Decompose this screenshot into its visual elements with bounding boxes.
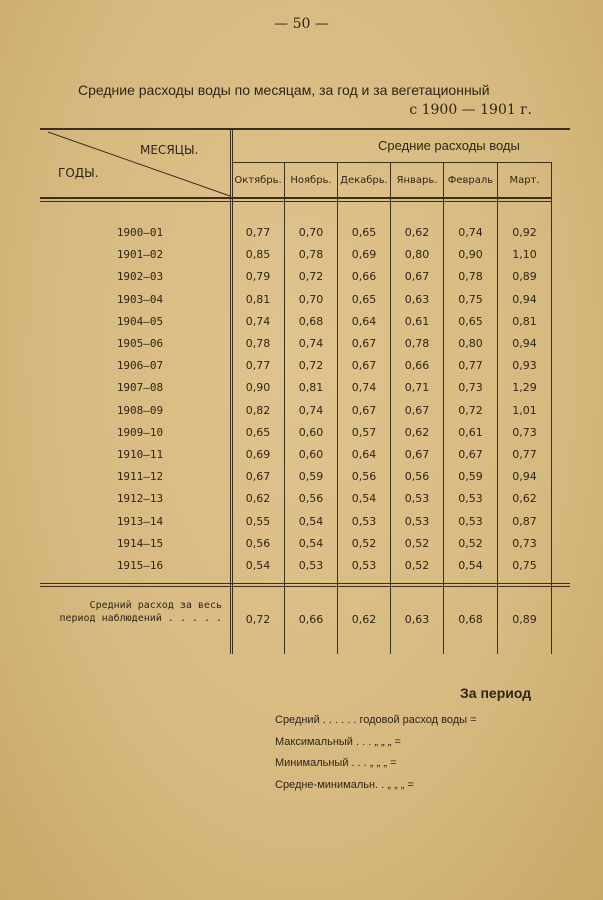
column-divider	[551, 163, 552, 654]
table-cell: 0,60	[298, 448, 324, 461]
table-cell: 0,56	[351, 470, 377, 484]
table-cell: 0,74	[351, 381, 377, 395]
month-header-feb: Февраль	[447, 175, 494, 186]
table-cell: 0,77	[458, 359, 483, 373]
table-cell: 0,85	[245, 248, 271, 262]
table-cell: 0,69	[351, 248, 377, 262]
table-cell: 0,93	[512, 359, 537, 373]
month-header-oct: Октябрь.	[234, 175, 282, 186]
row-year: 1912—13	[116, 492, 164, 506]
table-cell: 0,64	[351, 314, 377, 328]
table-cell: 0,53	[458, 492, 483, 506]
table-cell: 0,52	[404, 536, 430, 550]
table-cell: 0,62	[512, 492, 537, 506]
table-cell: 0,54	[351, 492, 377, 506]
table-cell: 0,52	[404, 559, 430, 572]
table-cell: 0,89	[512, 270, 537, 284]
row-year: 1915—16	[116, 559, 164, 572]
table-cell: 0,53	[351, 514, 377, 528]
table-cell: 0,72	[298, 359, 324, 373]
table-cell: 0,55	[245, 514, 271, 528]
average-value: 0,63	[404, 613, 430, 626]
body-bottom-rule-2	[40, 586, 570, 587]
row-year: 1913—14	[116, 514, 164, 528]
table-cell: 0,74	[298, 403, 324, 417]
row-year: 1908—09	[116, 403, 164, 417]
row-year: 1905—06	[116, 337, 164, 350]
row-year: 1914—15	[116, 536, 164, 550]
table-cell: 1,10	[512, 248, 537, 262]
month-header-dec: Декабрь.	[340, 175, 388, 186]
table-cell: 0,94	[512, 337, 537, 350]
table-cell: 0,90	[245, 381, 271, 395]
body-bottom-rule	[40, 583, 570, 584]
row-year: 1903—04	[116, 292, 164, 306]
table-cell: 0,53	[404, 492, 430, 506]
average-value: 0,68	[458, 613, 483, 626]
table-cell: 0,74	[458, 226, 483, 239]
row-year: 1911—12	[116, 470, 164, 484]
table-cell: 0,90	[458, 248, 483, 262]
table-cell: 0,65	[458, 314, 483, 328]
table-cell: 0,65	[351, 292, 377, 306]
table-cell: 0,53	[298, 559, 324, 572]
table-cell: 0,53	[351, 559, 377, 572]
years-label: ГОДЫ.	[58, 166, 99, 180]
table-cell: 0,81	[298, 381, 324, 395]
table-cell: 0,67	[404, 403, 430, 417]
table-cell: 0,65	[245, 425, 271, 439]
summary-line-average: Средний . . . . . . годовой расход воды =	[275, 714, 477, 726]
table-cell: 0,73	[458, 381, 483, 395]
row-year: 1907—08	[116, 381, 164, 395]
table-cell: 0,65	[351, 226, 377, 239]
average-value: 0,66	[298, 613, 324, 626]
row-year: 1900—01	[116, 226, 164, 239]
table-cell: 1,01	[512, 403, 537, 417]
month-header-mar: Март.	[509, 175, 540, 186]
table-cell: 0,57	[351, 425, 377, 439]
table-cell: 0,81	[512, 314, 537, 328]
month-header-jan: Январь.	[396, 175, 438, 186]
average-value: 0,62	[351, 613, 377, 626]
table-cell: 0,64	[351, 448, 377, 461]
row-year: 1904—05	[116, 314, 164, 328]
table-cell: 0,94	[512, 470, 537, 484]
table-cell: 0,67	[404, 270, 430, 284]
table-cell: 0,63	[404, 292, 430, 306]
average-label-line-2: период наблюдений . . . . .	[59, 613, 222, 624]
table-cell: 0,59	[458, 470, 483, 484]
table-cell: 0,69	[245, 448, 271, 461]
table-cell: 0,56	[404, 470, 430, 484]
table-title	[78, 80, 538, 120]
table-cell: 0,53	[404, 514, 430, 528]
table-cell: 0,66	[351, 270, 377, 284]
table-cell: 1,29	[512, 381, 537, 395]
table-cell: 0,78	[298, 248, 324, 262]
table-cell: 0,67	[351, 403, 377, 417]
average-value: 0,72	[245, 613, 271, 626]
table-cell: 0,78	[404, 337, 430, 350]
table-cell: 0,54	[298, 514, 324, 528]
table-cell: 0,56	[245, 536, 271, 550]
average-value: 0,89	[512, 613, 537, 626]
table-cell: 0,82	[245, 403, 271, 417]
table-cell: 0,52	[351, 536, 377, 550]
table-cell: 0,67	[351, 359, 377, 373]
table-cell: 0,73	[512, 536, 537, 550]
table-cell: 0,62	[404, 226, 430, 239]
table-cell: 0,78	[458, 270, 483, 284]
table-cell: 0,77	[245, 226, 271, 239]
table-cell: 0,67	[404, 448, 430, 461]
row-year: 1906—07	[116, 359, 164, 373]
table-cell: 0,72	[458, 403, 483, 417]
table-cell: 0,77	[245, 359, 271, 373]
page-number: — 50 —	[274, 16, 329, 32]
average-label	[30, 599, 222, 625]
table-cell: 0,68	[298, 314, 324, 328]
table-cell: 0,67	[245, 470, 271, 484]
table-cell: 0,81	[245, 292, 271, 306]
month-header-nov: Ноябрь.	[290, 175, 332, 186]
table-cell: 0,72	[298, 270, 324, 284]
column-divider-main	[230, 130, 231, 654]
table-cell: 0,70	[298, 292, 324, 306]
group-header-rule	[232, 162, 552, 163]
row-year: 1902—03	[116, 270, 164, 284]
table-cell: 0,75	[512, 559, 537, 572]
table-cell: 0,54	[298, 536, 324, 550]
table-cell: 0,74	[245, 314, 271, 328]
table-cell: 0,80	[458, 337, 483, 350]
table-cell: 0,67	[351, 337, 377, 350]
table-cell: 0,94	[512, 292, 537, 306]
table-cell: 0,52	[458, 536, 483, 550]
period-title: За период	[460, 685, 532, 701]
table-cell: 0,66	[404, 359, 430, 373]
table-cell: 0,92	[512, 226, 537, 239]
table-cell: 0,75	[458, 292, 483, 306]
title-line-1: Средние расходы воды по месяцам, за год и за вегетационный	[78, 82, 490, 98]
table-cell: 0,54	[245, 559, 271, 572]
summary-line-minimum: Минимальный . . . „ „ „ =	[275, 757, 397, 769]
group-label: Средние расходы воды	[378, 138, 520, 153]
table-cell: 0,62	[245, 492, 271, 506]
table-cell: 0,78	[245, 337, 271, 350]
summary-line-maximum: Максимальный . . . „ „ „ =	[275, 736, 401, 748]
table-cell: 0,56	[298, 492, 324, 506]
table-cell: 0,73	[512, 425, 537, 439]
row-year: 1909—10	[116, 425, 164, 439]
table-cell: 0,79	[245, 270, 271, 284]
summary-line-mean-minimum: Средне-минимальн. . „ „ „ =	[275, 779, 414, 791]
average-label-line-1: Средний расход за весь	[89, 600, 222, 611]
table-cell: 0,87	[512, 514, 537, 528]
row-year: 1910—11	[116, 448, 164, 461]
table-cell: 0,77	[512, 448, 537, 461]
table-cell: 0,70	[298, 226, 324, 239]
table-cell: 0,80	[404, 248, 430, 262]
table-cell: 0,74	[298, 337, 324, 350]
row-year: 1901—02	[116, 248, 164, 262]
table-cell: 0,60	[298, 425, 324, 439]
table-cell: 0,53	[458, 514, 483, 528]
table-cell: 0,59	[298, 470, 324, 484]
months-label: МЕСЯЦЫ.	[140, 143, 199, 157]
header-bottom-rule-2	[40, 201, 552, 202]
table-cell: 0,71	[404, 381, 430, 395]
table-cell: 0,67	[458, 448, 483, 461]
table-cell: 0,54	[458, 559, 483, 572]
header-diagonal	[40, 130, 232, 198]
title-line-2: с 1900 — 1901 г.	[409, 102, 532, 118]
table-cell: 0,62	[404, 425, 430, 439]
table-cell: 0,61	[404, 314, 430, 328]
table-cell: 0,61	[458, 425, 483, 439]
